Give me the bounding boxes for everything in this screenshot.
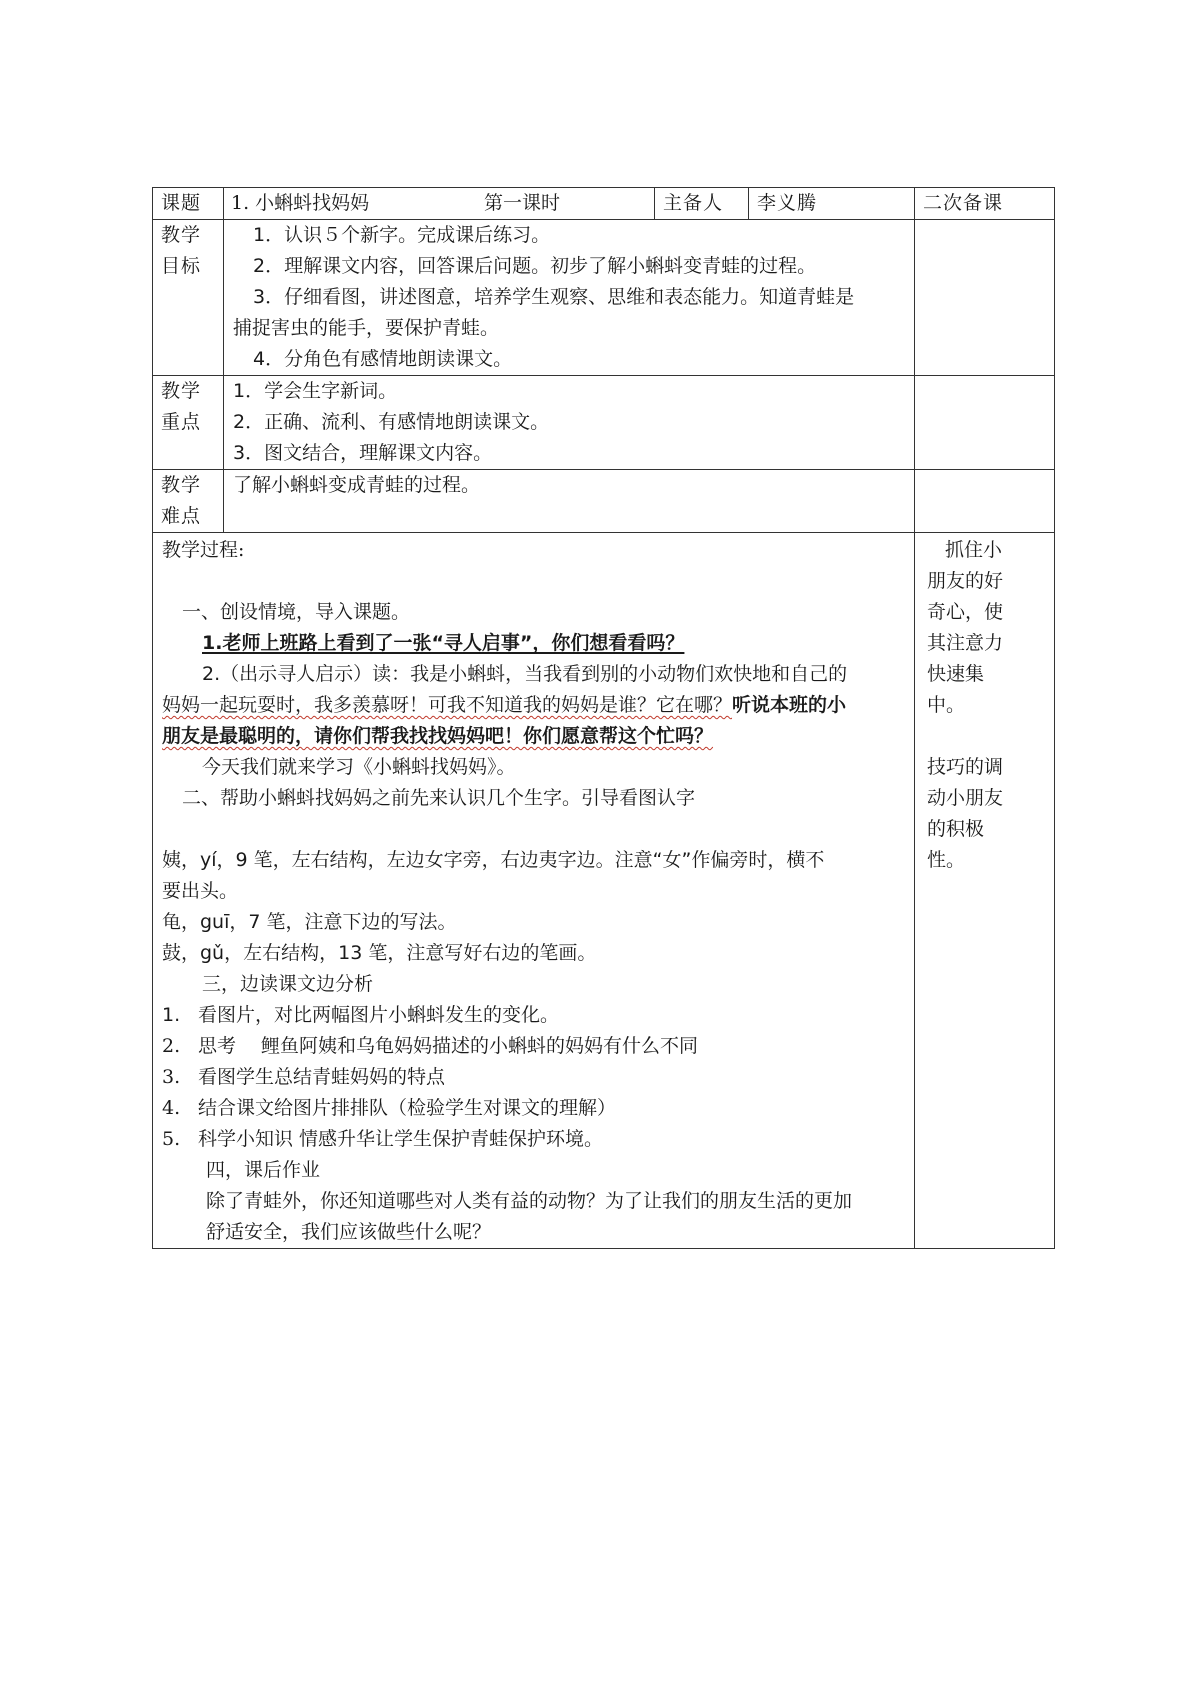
char-yi-cont: 要出头。 <box>162 880 239 902</box>
goal-item: 1．认识５个新字。完成课后练习。 <box>253 224 551 246</box>
key-point-item: 1．学会生字新词。 <box>233 380 398 402</box>
preparer-label: 主备人 <box>655 188 749 220</box>
section-3-item: 4. 结合课文给图片排排队（检验学生对课文的理解） <box>162 1097 617 1119</box>
side-note-line: 其注意力 <box>927 632 1004 654</box>
lesson-title-cell <box>224 188 655 220</box>
section-1-item-1: 1.老师上班路上看到了一张“寻人启事”，你们想看看吗？ <box>202 632 685 654</box>
difficult-point-item: 了解小蝌蚪变成青蛙的过程。 <box>233 474 481 496</box>
difficult-points-content <box>224 470 915 533</box>
char-gu: 鼓，gǔ，左右结构，13 笔，注意写好右边的笔画。 <box>162 942 597 964</box>
section-3-title: 三，边读课文边分析 <box>202 973 374 995</box>
key-points-content <box>224 376 915 470</box>
topic-label: 课题 <box>153 188 224 220</box>
side-note-line: 中。 <box>927 694 966 716</box>
side-note-line: 奇心，使 <box>927 601 1004 623</box>
process-content <box>153 533 915 1249</box>
difficult-points-row <box>153 470 1055 533</box>
period-label: 第一课时 <box>484 192 561 214</box>
goals-second-prep <box>915 220 1055 376</box>
process-row <box>153 533 1055 1249</box>
section-3-item: 2. 思考 鲤鱼阿姨和乌龟妈妈描述的小蝌蚪的妈妈有什么不同 <box>162 1035 699 1057</box>
difficult-points-label: 教学 难点 <box>153 470 224 533</box>
section-3-item: 1. 看图片，对比两幅图片小蝌蚪发生的变化。 <box>162 1004 560 1026</box>
side-note-line: 抓住小 <box>945 539 1003 561</box>
char-gui: 龟，guī，7 笔，注意下边的写法。 <box>162 911 457 933</box>
goal-item: 捕捉害虫的能手，要保护青蛙。 <box>233 317 500 339</box>
header-row <box>153 188 1055 220</box>
key-points-second-prep <box>915 376 1055 470</box>
goal-item: 4．分角色有感情地朗读课文。 <box>253 348 513 370</box>
section-4-text: 除了青蛙外，你还知道哪些对人类有益的动物？为了让我们的朋友生活的更加 <box>206 1190 853 1212</box>
section-3-item: 5. 科学小知识 情感升华让学生保护青蛙保护环境。 <box>162 1128 604 1150</box>
side-note-line: 的积极 <box>927 818 985 840</box>
section-1-item-2-cont: 妈妈一起玩耍时，我多羡慕呀！可我不知道我的妈妈是谁？它在哪？听说本班的小 <box>162 694 847 716</box>
side-note-line: 技巧的调 <box>927 756 1004 778</box>
section-1-item-2: 2.（出示寻人启示）读：我是小蝌蚪，当我看到别的小动物们欢快地和自己的 <box>202 663 848 685</box>
preparer-name: 李义腾 <box>749 188 915 220</box>
goals-label: 教学 目标 <box>153 220 224 376</box>
process-heading: 教学过程: <box>162 539 245 561</box>
char-yi: 姨，yí，9 笔，左右结构，左边女字旁，右边夷字边。注意“女”作偏旁时，横不 <box>162 849 825 871</box>
lesson-title: 1. 小蝌蚪找妈妈 <box>231 192 370 214</box>
section-4-title: 四，课后作业 <box>206 1159 321 1181</box>
second-prep-label: 二次备课 <box>915 188 1055 220</box>
goal-item: 3．仔细看图，讲述图意，培养学生观察、思维和表态能力。知道青蛙是 <box>253 286 855 308</box>
key-point-item: 2．正确、流利、有感情地朗读课文。 <box>233 411 550 433</box>
difficult-points-second-prep <box>915 470 1055 533</box>
section-1-item-3: 今天我们就来学习《小蝌蚪找妈妈》。 <box>202 756 516 778</box>
section-1-item-2-cont: 朋友是最聪明的，请你们帮我找找妈妈吧！你们愿意帮这个忙吗？ <box>162 725 714 747</box>
side-note-line: 动小朋友 <box>927 787 1004 809</box>
goals-row <box>153 220 1055 376</box>
side-note-line: 快速集 <box>927 663 985 685</box>
section-3-item: 3. 看图学生总结青蛙妈妈的特点 <box>162 1066 446 1088</box>
section-2-title: 二、帮助小蝌蚪找妈妈之前先来认识几个生字。引导看图认字 <box>182 787 696 809</box>
section-1-title: 一、创设情境，导入课题。 <box>182 601 411 623</box>
goals-content <box>224 220 915 376</box>
key-point-item: 3．图文结合，理解课文内容。 <box>233 442 493 464</box>
side-note-line: 性。 <box>927 849 966 871</box>
section-4-text-cont: 舒适安全，我们应该做些什么呢？ <box>206 1221 492 1243</box>
goal-item: 2．理解课文内容，回答课后问题。初步了解小蝌蚪变青蛙的过程。 <box>253 255 817 277</box>
key-points-label: 教学 重点 <box>153 376 224 470</box>
side-note-line: 朋友的好 <box>927 570 1004 592</box>
key-points-row <box>153 376 1055 470</box>
lesson-plan-table <box>152 187 1055 1249</box>
side-notes <box>915 533 1055 1249</box>
